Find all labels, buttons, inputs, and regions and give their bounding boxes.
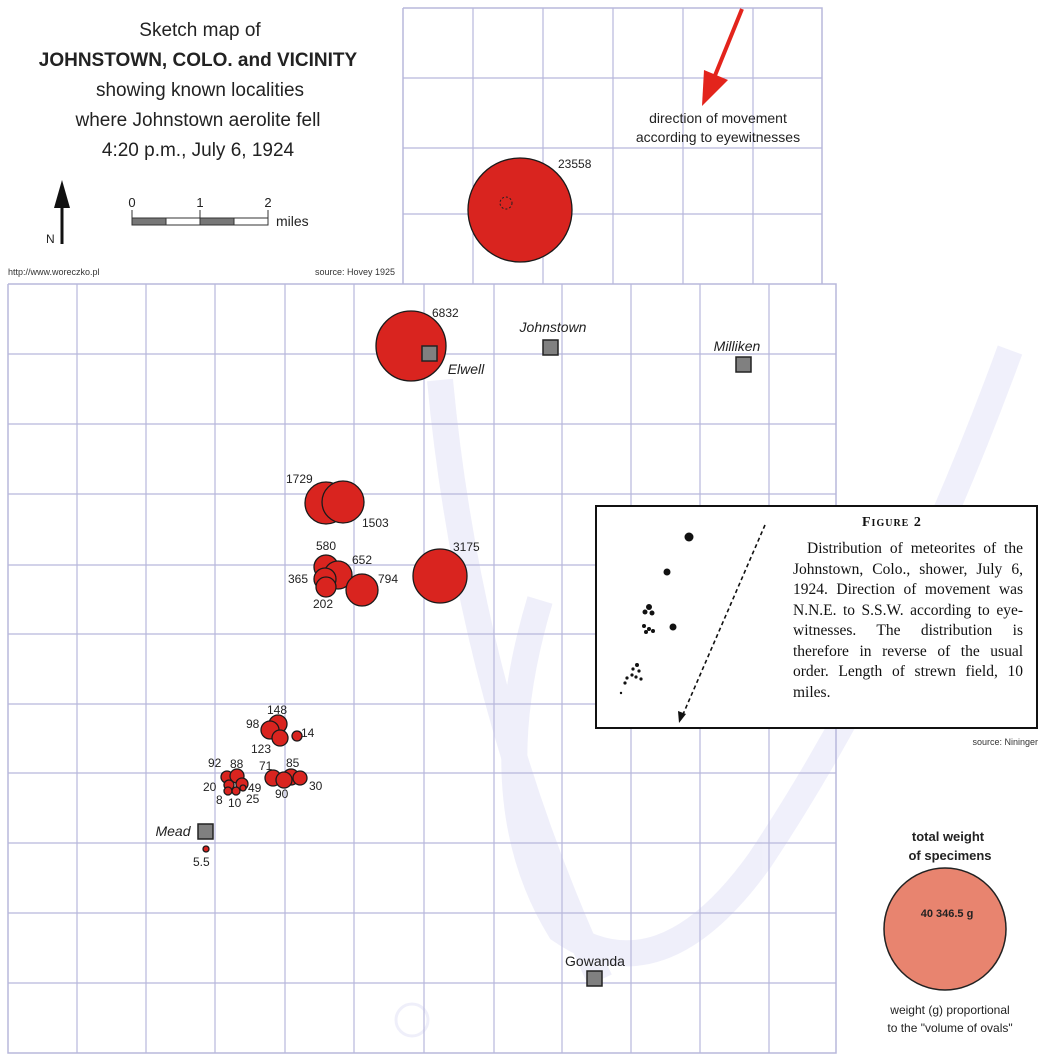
town-milliken: [714, 338, 761, 372]
specimen-circle: [240, 785, 246, 791]
town-marker: [587, 971, 602, 986]
specimen-label: 49: [248, 781, 262, 795]
source-nininger: source: Nininger: [972, 737, 1038, 747]
specimen-circle: [203, 846, 209, 852]
specimen-label: 8: [216, 793, 223, 807]
town-marker: [543, 340, 558, 355]
credit-url: http://www.woreczko.pl: [8, 267, 100, 277]
inset-dots: [620, 533, 694, 695]
inset-dot: [651, 629, 655, 633]
north-arrow-icon: [46, 180, 70, 246]
specimen-label: 88: [230, 757, 244, 771]
specimen-label: 652: [352, 553, 373, 567]
title-line-2: JOHNSTOWN, COLO. and VICINITY: [38, 50, 358, 71]
specimen-label: 580: [316, 539, 337, 553]
scale-tick-1: 1: [196, 195, 204, 210]
scale-bar: [128, 195, 308, 229]
specimen-circle: [346, 574, 378, 606]
specimen-label: 365: [288, 572, 309, 586]
inset-dot: [670, 624, 677, 631]
inset-dot: [634, 675, 637, 678]
specimen-label: 71: [259, 759, 273, 773]
inset-arrowhead-icon: [678, 711, 686, 723]
specimen-label: 148: [267, 703, 288, 717]
town-johnstown: [519, 319, 587, 355]
specimen-label: 30: [309, 779, 323, 793]
inset-dot: [642, 624, 646, 628]
inset-dot: [647, 627, 651, 631]
specimen-label: 14: [301, 726, 315, 740]
specimen-label: 794: [378, 572, 399, 586]
specimen-circle: [224, 787, 232, 795]
town-label-milliken: Milliken: [713, 338, 761, 354]
inset-dot: [623, 681, 626, 684]
specimen-circle: [272, 730, 288, 746]
legend-note-1: weight (g) proportional: [890, 1003, 1010, 1017]
title-line-4: where Johnstown aerolite fell: [75, 110, 321, 131]
scale-tick-2: 2: [264, 195, 272, 210]
specimen-markers: [193, 157, 592, 869]
legend-total-value: 40 346.5 g: [920, 908, 974, 920]
specimen-circle: [276, 772, 292, 788]
specimen-label: 25: [246, 792, 260, 806]
inset-dot: [650, 611, 655, 616]
title-line-3: showing known localities: [95, 80, 305, 101]
specimen-label: 90: [275, 787, 289, 801]
scale-tick-0: 0: [128, 195, 136, 210]
inset-dot: [643, 610, 648, 615]
specimen-label: 6832: [432, 306, 459, 320]
inset-dot: [625, 676, 628, 679]
inset-dot: [637, 669, 640, 672]
inset-dot: [631, 667, 634, 670]
source-hovey: source: Hovey 1925: [314, 267, 395, 277]
specimen-circle: [316, 577, 336, 597]
specimen-label: 202: [313, 597, 334, 611]
specimen-label: 10: [228, 796, 242, 810]
town-label-mead: Mead: [155, 823, 191, 839]
inset-dot: [685, 533, 694, 542]
north-label: N: [46, 232, 55, 246]
specimen-circle: [468, 158, 572, 262]
specimen-label: 85: [286, 756, 300, 770]
specimen-label: 20: [203, 780, 217, 794]
inset-caption: Distribution of meteorites of the Johnstown, Colo., shower, July 6, 1924. Direction of movement was N.N.E. to S.S.W. according to eye-witnesses. The distribution is therefore in reverse of the usual order. Length of strewn field, 10 miles.: [793, 540, 1023, 701]
inset-dot: [630, 673, 633, 676]
scale-unit: miles: [276, 213, 309, 229]
legend-title-2: of specimens: [908, 848, 992, 863]
town-marker: [422, 346, 437, 361]
title-line-1: Sketch map of: [139, 20, 261, 41]
town-label-elwell: Elwell: [447, 361, 485, 377]
inset-figure: [595, 505, 1038, 729]
specimen-label: 1503: [362, 516, 389, 530]
town-label-gowanda: Gowanda: [565, 953, 625, 969]
specimen-circle: [322, 481, 364, 523]
direction-note-line-2: according to eyewitnesses: [635, 129, 801, 145]
map-title: [39, 20, 358, 161]
inset-dot: [639, 677, 642, 680]
inset-dot: [664, 569, 671, 576]
legend-total-circle: [884, 868, 1006, 990]
direction-note-line-1: direction of movement: [649, 110, 787, 126]
town-marker: [736, 357, 751, 372]
inset-dot: [635, 663, 639, 667]
town-marker: [198, 824, 213, 839]
specimen-label: 98: [246, 717, 260, 731]
inset-direction-line: [681, 525, 765, 719]
inset-dot-plot: [597, 507, 777, 727]
specimen-label: 5.5: [193, 855, 210, 869]
specimen-label: 92: [208, 756, 222, 770]
specimen-label: 1729: [286, 472, 313, 486]
specimen-label: 3175: [453, 540, 480, 554]
inset-dot: [620, 692, 622, 694]
inset-dot: [646, 604, 652, 610]
inset-dot: [644, 630, 648, 634]
specimen-circle: [232, 787, 240, 795]
title-line-5: 4:20 p.m., July 6, 1924: [101, 140, 295, 161]
direction-arrow-icon: [702, 9, 742, 106]
inset-title: Figure 2: [862, 515, 922, 530]
legend-note-2: to the "volume of ovals": [887, 1021, 1013, 1035]
specimen-label: 123: [251, 742, 272, 756]
town-label-johnstown: Johnstown: [519, 319, 587, 335]
specimen-circle: [293, 771, 307, 785]
weight-legend: [884, 829, 1013, 1035]
town-mead: [155, 823, 213, 839]
specimen-label: 23558: [558, 157, 592, 171]
legend-title-1: total weight: [911, 829, 985, 844]
specimen-circle: [413, 549, 467, 603]
